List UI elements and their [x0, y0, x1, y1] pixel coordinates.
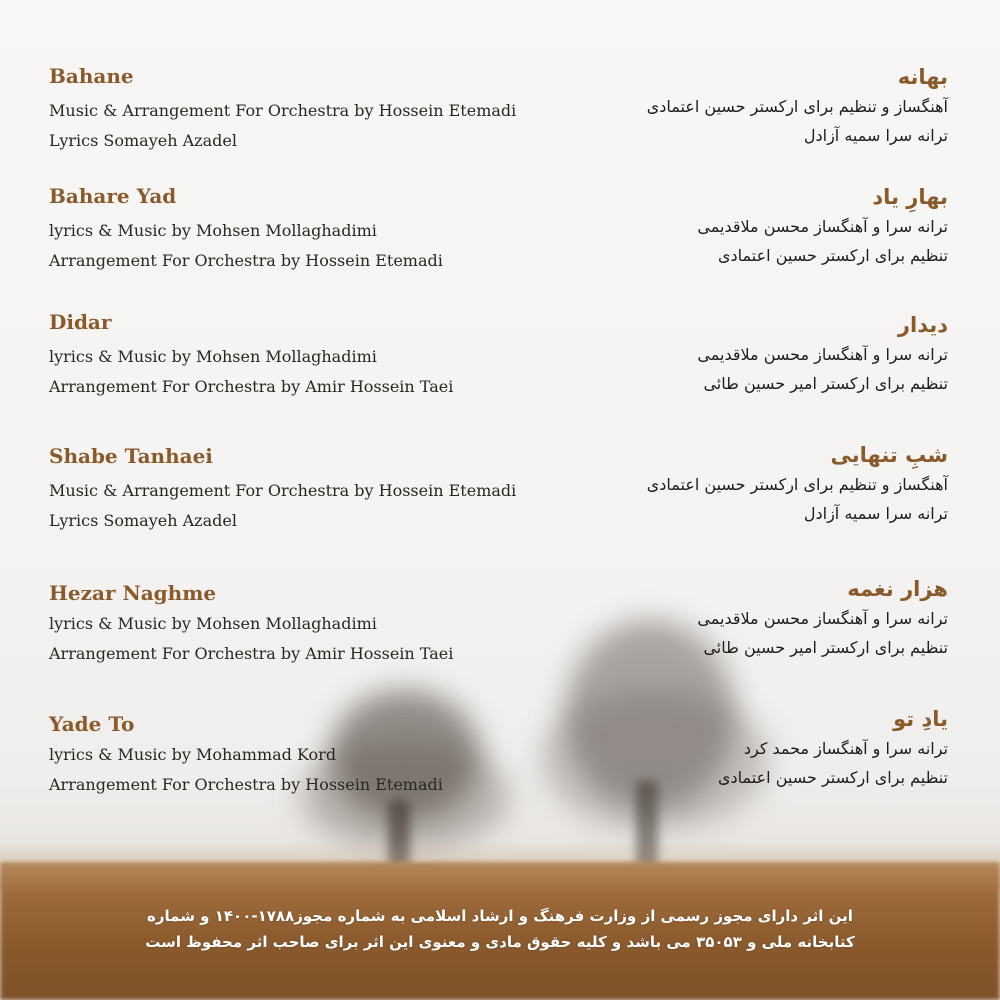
credit-line-fa: ترانه سرا و آهنگساز محسن ملاقدیمی: [697, 345, 948, 364]
track-fa-didar: [528, 312, 948, 398]
credit-line-en: Arrangement For Orchestra by Hossein Etemadi: [49, 251, 443, 270]
credit-line-fa: ترانه سرا و آهنگساز محمد کرد: [743, 739, 948, 758]
credit-line-fa: آهنگساز و تنظیم برای ارکستر حسین اعتمادی: [646, 475, 948, 494]
credit-line-en: Lyrics Somayeh Azadel: [49, 511, 237, 530]
credit-line-en: Arrangement For Orchestra by Hossein Etemadi: [49, 775, 443, 794]
track-fa-bahare-yad: [528, 184, 948, 270]
credit-line-en: lyrics & Music by Mohsen Mollaghadimi: [49, 347, 377, 366]
track-title-en: Didar: [49, 310, 112, 334]
track-fa-bahane: [528, 64, 948, 150]
credit-line-fa: تنظیم برای ارکستر حسین اعتمادی: [718, 768, 948, 787]
credit-line-fa: ترانه سرا سمیه آزادل: [803, 504, 948, 523]
track-en-bahare-yad: [49, 184, 569, 276]
credit-line-fa: تنظیم برای ارکستر امیر حسین طائی: [703, 638, 948, 657]
track-title-en: Hezar Naghme: [49, 581, 217, 605]
track-fa-yade-to: [528, 706, 948, 792]
track-title-fa: یادِ تو: [893, 707, 948, 731]
track-title-en: Yade To: [49, 712, 135, 736]
license-line: این اثر دارای مجوز رسمی از وزارت فرهنگ و ارشاد اسلامی به شماره مجوز۱۷۸۸-۱۴۰۰ و شماره: [147, 907, 853, 925]
credit-line-en: Music & Arrangement For Orchestra by Hossein Etemadi: [49, 101, 517, 120]
credit-line-en: lyrics & Music by Mohammad Kord: [49, 745, 337, 764]
credit-line-fa: ترانه سرا و آهنگساز محسن ملاقدیمی: [697, 217, 948, 236]
track-title-fa: شبِ تنهایی: [830, 443, 948, 467]
credit-line-fa: تنظیم برای ارکستر امیر حسین طائی: [703, 374, 948, 393]
credit-line-fa: آهنگساز و تنظیم برای ارکستر حسین اعتمادی: [646, 97, 948, 116]
track-en-yade-to: [49, 712, 569, 800]
track-en-hezar-naghme: [49, 581, 569, 669]
credit-line-en: lyrics & Music by Mohsen Mollaghadimi: [49, 221, 377, 240]
track-title-fa: دیدار: [897, 313, 948, 337]
credit-line-fa: تنظیم برای ارکستر حسین اعتمادی: [718, 246, 948, 265]
track-fa-hezar-naghme: [528, 576, 948, 662]
license-line: کتابخانه ملی و ۳۵۰۵۳ می باشد و کلیه حقوق مادی و معنوی این اثر برای صاحب اثر محفوظ است: [145, 933, 855, 951]
credit-line-en: lyrics & Music by Mohsen Mollaghadimi: [49, 614, 377, 633]
track-title-fa: هزار نغمه: [847, 577, 948, 601]
track-title-fa: بهارِ یاد: [872, 185, 948, 209]
track-en-bahane: [49, 64, 569, 156]
credit-line-en: Lyrics Somayeh Azadel: [49, 131, 237, 150]
track-title-en: Bahane: [49, 64, 134, 88]
credit-line-fa: ترانه سرا و آهنگساز محسن ملاقدیمی: [697, 609, 948, 628]
track-title-en: Bahare Yad: [49, 184, 177, 208]
credit-line-fa: ترانه سرا سمیه آزادل: [803, 126, 948, 145]
credit-line-en: Arrangement For Orchestra by Amir Hossein Taei: [49, 644, 454, 663]
license-notice: [120, 903, 880, 955]
track-fa-shabe-tanhaei: [528, 442, 948, 528]
track-en-didar: [49, 310, 569, 402]
credit-line-en: Arrangement For Orchestra by Amir Hossein Taei: [49, 377, 454, 396]
track-en-shabe-tanhaei: [49, 444, 569, 536]
track-title-fa: بهانه: [897, 65, 948, 89]
credit-line-en: Music & Arrangement For Orchestra by Hossein Etemadi: [49, 481, 517, 500]
track-title-en: Shabe Tanhaei: [49, 444, 213, 468]
